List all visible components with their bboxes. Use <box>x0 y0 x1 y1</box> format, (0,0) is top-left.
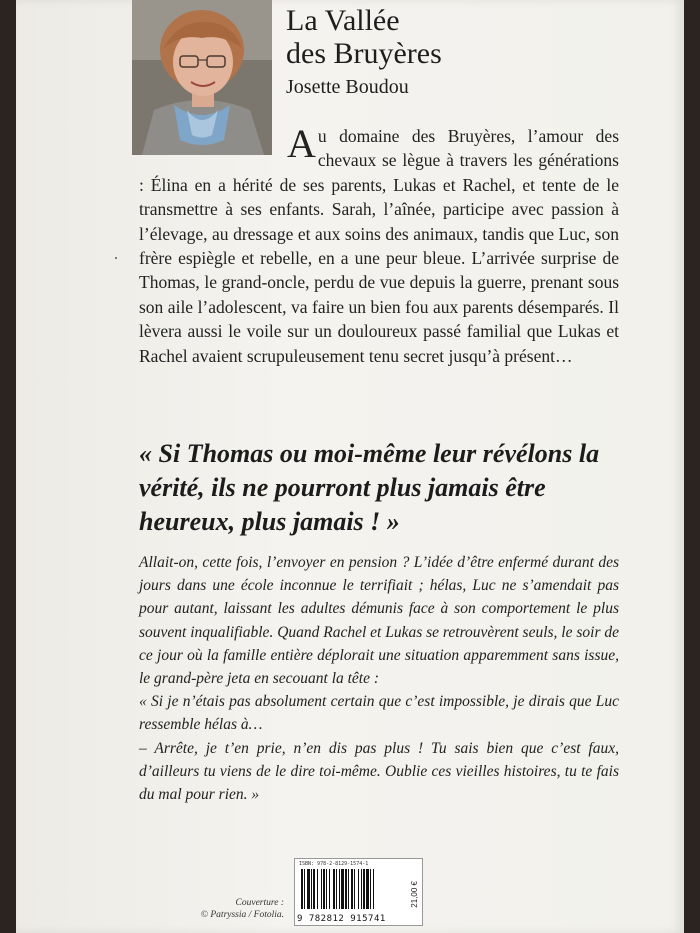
isbn-number: 9 782812 915741 <box>297 914 386 924</box>
barcode <box>294 858 423 926</box>
book-excerpt <box>139 551 619 806</box>
author-name: Josette Boudou <box>286 76 409 98</box>
book-title <box>286 4 442 70</box>
excerpt-paragraph-1: Allait-on, cette fois, l’envoyer en pension ? L’idée d’être enfermé durant des jours dans une école inconnue le terrifiait ; hélas, Luc ne s’amendait pas pour autant, laissant les adultes démunis face à son comportement le plus souvent inqualifiable. Quand Rachel et Lukas se retrouvèrent seuls, le soir de ce jour où la famille entière déplorait une situation apparemment sans issue, le grand-père jeta en secouant la tête : <box>139 554 619 688</box>
isbn-label: ISBN: 978-2-8129-1574-1 <box>299 861 369 867</box>
book-title-line1: La Vallée <box>286 4 400 37</box>
summary-text: u domaine des Bruyères, l’amour des chevaux se lègue à travers les générations : Élina en a hérité de ses parents, Lukas et Rachel, et tente de le transmettre à ses enfants. Sarah, l’aînée, participe avec passion à l’élevage, au dressage et aux soins des animaux, tandis que Luc, son frère espiègle et rebelle, en a une peur bleue. L’arrivée surprise de Thomas, le grand-oncle, perdu de vue depuis la guerre, prenant sous son aile l’adolescent, va faire un bien fou aux parents désemparés. Il lèvera aussi le voile sur un douloureux passé familial que Lukas et Rachel avaient scrupuleusement tenu secret jusqu’à présent… <box>139 126 619 366</box>
book-title-line2: des Bruyères <box>286 37 442 70</box>
credit-label: Couverture : <box>235 898 284 908</box>
speck <box>115 257 117 259</box>
pull-quote: « Si Thomas ou moi-même leur révélons la vérité, ils ne pourront plus jamais être heureux, plus jamais ! » <box>139 439 600 536</box>
barcode-bars <box>301 869 401 909</box>
excerpt-paragraph-2: « Si je n’étais pas absolument certain que c’est impossible, je dirais que Luc ressemble hélas à… <box>139 693 619 734</box>
cover-credit <box>164 897 284 921</box>
excerpt-paragraph-3: – Arrête, je t’en prie, n’en dis pas plus ! Tu sais bien que c’est faux, d’ailleurs tu viens de le dire toi-même. Oublie ces vieilles histoires, tu te fais du mal pour rien. » <box>139 739 619 804</box>
book-back-cover <box>16 0 684 933</box>
price-label: 21,00 € <box>410 881 419 908</box>
book-summary <box>139 121 619 368</box>
credit-source: © Patryssia / Fotolia. <box>200 910 284 920</box>
summary-dropcap: A <box>287 121 316 166</box>
